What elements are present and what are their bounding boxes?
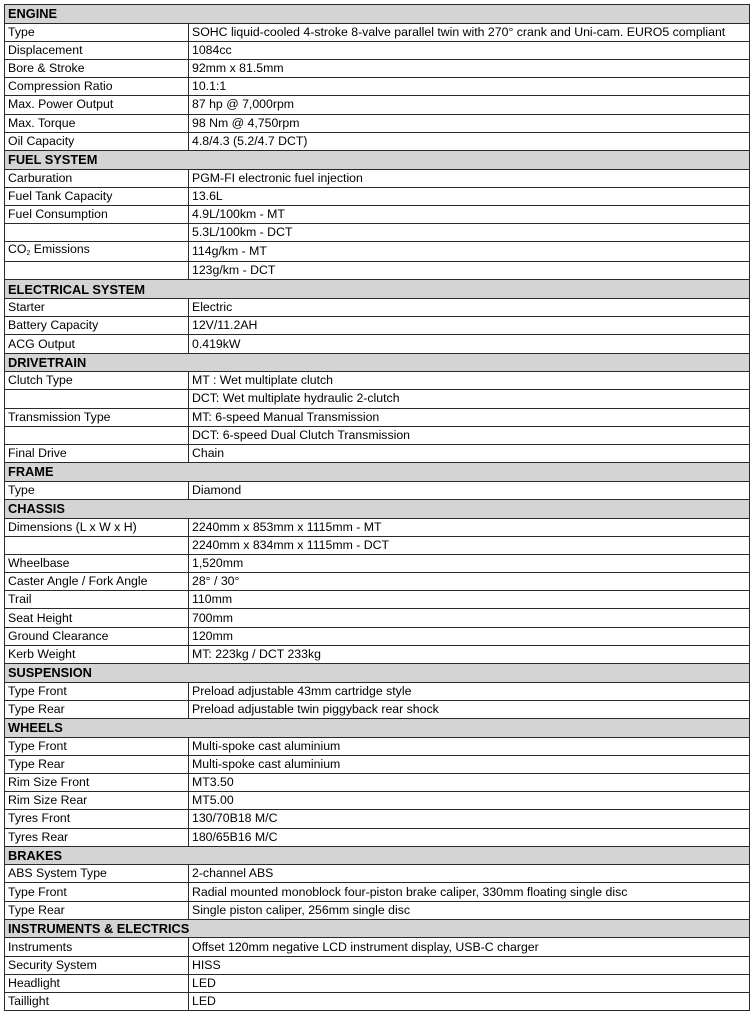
- spec-value: 4.8/4.3 (5.2/4.7 DCT): [189, 132, 750, 150]
- spec-row: [5, 59, 750, 77]
- spec-value: 87 hp @ 7,000rpm: [189, 96, 750, 114]
- spec-row: [5, 426, 750, 444]
- spec-label: [5, 262, 189, 280]
- spec-label: Ground Clearance: [5, 627, 189, 645]
- spec-value: 114g/km - MT: [189, 242, 750, 262]
- spec-row: [5, 974, 750, 992]
- section-title: ENGINE: [5, 5, 750, 24]
- spec-row: [5, 299, 750, 317]
- spec-value: Diamond: [189, 481, 750, 499]
- spec-value: MT: 223kg / DCT 233kg: [189, 645, 750, 663]
- spec-label: Type: [5, 481, 189, 499]
- spec-value: 5.3L/100km - DCT: [189, 224, 750, 242]
- spec-row: [5, 609, 750, 627]
- spec-value: Multi-spoke cast aluminium: [189, 737, 750, 755]
- spec-value: 130/70B18 M/C: [189, 810, 750, 828]
- spec-label: ACG Output: [5, 335, 189, 353]
- section-header-row: [5, 353, 750, 372]
- section-header-row: [5, 5, 750, 24]
- spec-label: Compression Ratio: [5, 78, 189, 96]
- spec-value: Radial mounted monoblock four-piston brake caliper, 330mm floating single disc: [189, 883, 750, 901]
- spec-row: [5, 682, 750, 700]
- spec-row: [5, 993, 750, 1011]
- spec-row: [5, 242, 750, 262]
- spec-value: 10.1:1: [189, 78, 750, 96]
- spec-row: [5, 700, 750, 718]
- spec-label: Starter: [5, 299, 189, 317]
- spec-label: Rim Size Rear: [5, 792, 189, 810]
- spec-value: 700mm: [189, 609, 750, 627]
- spec-value: Preload adjustable twin piggyback rear shock: [189, 700, 750, 718]
- spec-value: Electric: [189, 299, 750, 317]
- spec-label: Taillight: [5, 993, 189, 1011]
- section-header-row: [5, 846, 750, 865]
- spec-label: Transmission Type: [5, 408, 189, 426]
- spec-label: [5, 224, 189, 242]
- spec-row: [5, 956, 750, 974]
- spec-value: MT3.50: [189, 773, 750, 791]
- spec-row: [5, 755, 750, 773]
- spec-label: Final Drive: [5, 444, 189, 462]
- spec-value: 13.6L: [189, 187, 750, 205]
- spec-label: [5, 426, 189, 444]
- spec-label: Type Front: [5, 737, 189, 755]
- spec-row: [5, 645, 750, 663]
- spec-row: [5, 262, 750, 280]
- spec-value: Single piston caliper, 256mm single disc: [189, 901, 750, 919]
- spec-label: Caster Angle / Fork Angle: [5, 573, 189, 591]
- spec-value: Chain: [189, 444, 750, 462]
- spec-value: 1084cc: [189, 41, 750, 59]
- spec-row: [5, 883, 750, 901]
- spec-label: Seat Height: [5, 609, 189, 627]
- section-title: WHEELS: [5, 718, 750, 737]
- spec-label: [5, 390, 189, 408]
- spec-row: [5, 96, 750, 114]
- spec-label: Type Rear: [5, 755, 189, 773]
- spec-value: LED: [189, 993, 750, 1011]
- spec-label: Trail: [5, 591, 189, 609]
- spec-row: [5, 810, 750, 828]
- spec-value: 28° / 30°: [189, 573, 750, 591]
- spec-value: 1,520mm: [189, 554, 750, 572]
- spec-row: [5, 169, 750, 187]
- spec-label: Headlight: [5, 974, 189, 992]
- spec-row: [5, 792, 750, 810]
- spec-row: [5, 187, 750, 205]
- spec-label: Fuel Tank Capacity: [5, 187, 189, 205]
- spec-row: [5, 408, 750, 426]
- spec-value: 2-channel ABS: [189, 865, 750, 883]
- spec-label: Type Front: [5, 682, 189, 700]
- spec-row: [5, 23, 750, 41]
- spec-value: MT : Wet multiplate clutch: [189, 372, 750, 390]
- spec-table-body: [5, 5, 750, 1011]
- spec-value: 4.9L/100km - MT: [189, 205, 750, 223]
- spec-row: [5, 536, 750, 554]
- spec-label: Security System: [5, 956, 189, 974]
- spec-label: Carburation: [5, 169, 189, 187]
- spec-label: Type: [5, 23, 189, 41]
- section-header-row: [5, 664, 750, 683]
- spec-value: 110mm: [189, 591, 750, 609]
- section-title: ELECTRICAL SYSTEM: [5, 280, 750, 299]
- section-header-row: [5, 150, 750, 169]
- spec-label: ABS System Type: [5, 865, 189, 883]
- section-title: DRIVETRAIN: [5, 353, 750, 372]
- spec-label: Dimensions (L x W x H): [5, 518, 189, 536]
- spec-row: [5, 518, 750, 536]
- spec-row: [5, 591, 750, 609]
- spec-value: Offset 120mm negative LCD instrument display, USB-C charger: [189, 938, 750, 956]
- spec-row: [5, 335, 750, 353]
- spec-row: [5, 41, 750, 59]
- section-title: FUEL SYSTEM: [5, 150, 750, 169]
- spec-row: [5, 828, 750, 846]
- spec-value: 98 Nm @ 4,750rpm: [189, 114, 750, 132]
- spec-value: 2240mm x 853mm x 1115mm - MT: [189, 518, 750, 536]
- spec-label: Tyres Rear: [5, 828, 189, 846]
- spec-row: [5, 224, 750, 242]
- spec-label: Type Rear: [5, 901, 189, 919]
- spec-value: DCT: Wet multiplate hydraulic 2-clutch: [189, 390, 750, 408]
- spec-label: Battery Capacity: [5, 317, 189, 335]
- spec-label: Oil Capacity: [5, 132, 189, 150]
- section-title: FRAME: [5, 463, 750, 482]
- section-header-row: [5, 463, 750, 482]
- spec-label: Type Front: [5, 883, 189, 901]
- spec-table: [4, 4, 750, 1011]
- spec-label: Fuel Consumption: [5, 205, 189, 223]
- spec-value: 0.419kW: [189, 335, 750, 353]
- spec-value: 120mm: [189, 627, 750, 645]
- spec-row: [5, 573, 750, 591]
- section-title: INSTRUMENTS & ELECTRICS: [5, 919, 750, 938]
- spec-row: [5, 627, 750, 645]
- section-header-row: [5, 718, 750, 737]
- spec-row: [5, 737, 750, 755]
- spec-value: Multi-spoke cast aluminium: [189, 755, 750, 773]
- spec-label: [5, 536, 189, 554]
- spec-value: HISS: [189, 956, 750, 974]
- section-header-row: [5, 499, 750, 518]
- spec-value: 180/65B16 M/C: [189, 828, 750, 846]
- section-title: CHASSIS: [5, 499, 750, 518]
- spec-row: [5, 114, 750, 132]
- spec-value: DCT: 6-speed Dual Clutch Transmission: [189, 426, 750, 444]
- spec-row: [5, 78, 750, 96]
- spec-label: Max. Power Output: [5, 96, 189, 114]
- spec-label: Clutch Type: [5, 372, 189, 390]
- spec-value: 2240mm x 834mm x 1115mm - DCT: [189, 536, 750, 554]
- section-header-row: [5, 919, 750, 938]
- spec-label: Rim Size Front: [5, 773, 189, 791]
- spec-label: Type Rear: [5, 700, 189, 718]
- spec-value: MT: 6-speed Manual Transmission: [189, 408, 750, 426]
- spec-value: PGM-FI electronic fuel injection: [189, 169, 750, 187]
- spec-value: MT5.00: [189, 792, 750, 810]
- spec-row: [5, 444, 750, 462]
- spec-label: Max. Torque: [5, 114, 189, 132]
- spec-value: LED: [189, 974, 750, 992]
- spec-value: 123g/km - DCT: [189, 262, 750, 280]
- spec-row: [5, 938, 750, 956]
- spec-label: $CO_2$ Emissions: [5, 242, 189, 262]
- spec-label: Displacement: [5, 41, 189, 59]
- spec-row: [5, 901, 750, 919]
- spec-value: Preload adjustable 43mm cartridge style: [189, 682, 750, 700]
- spec-label: Tyres Front: [5, 810, 189, 828]
- spec-label: Wheelbase: [5, 554, 189, 572]
- spec-label: Bore & Stroke: [5, 59, 189, 77]
- spec-row: [5, 132, 750, 150]
- spec-value: SOHC liquid-cooled 4-stroke 8-valve parallel twin with 270° crank and Uni-cam. EURO5 compliant: [189, 23, 750, 41]
- spec-label: Kerb Weight: [5, 645, 189, 663]
- section-header-row: [5, 280, 750, 299]
- spec-value: 12V/11.2AH: [189, 317, 750, 335]
- section-title: BRAKES: [5, 846, 750, 865]
- spec-label: Instruments: [5, 938, 189, 956]
- spec-row: [5, 481, 750, 499]
- spec-row: [5, 773, 750, 791]
- spec-row: [5, 554, 750, 572]
- spec-row: [5, 205, 750, 223]
- spec-row: [5, 372, 750, 390]
- section-title: SUSPENSION: [5, 664, 750, 683]
- spec-row: [5, 390, 750, 408]
- spec-row: [5, 865, 750, 883]
- spec-row: [5, 317, 750, 335]
- spec-value: 92mm x 81.5mm: [189, 59, 750, 77]
